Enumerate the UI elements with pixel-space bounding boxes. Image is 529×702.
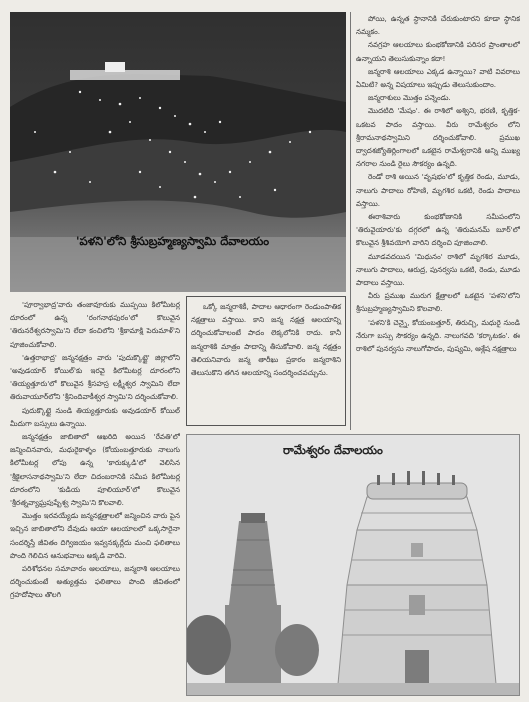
right-paragraph: నవగ్రహ ఆలయాలు కుంభకోణానికి పరిసర ప్రాంతాలలో ఉన్నాయని తెలుసుకున్నాం కదా!	[356, 40, 520, 63]
right-paragraph: మూడవదయిన 'మిధునం' రాశిలో మృగశిర మూడు, నాలుగు పాదాలు, ఆరుద్ర, పునర్వసు ఒకటి, రెండు, మూడు పాదాలు వస్తాయి.	[356, 251, 520, 288]
column-divider	[350, 12, 351, 430]
boxed-note-text: ఒక్కో జన్మరాశికీ, పాదాల ఆధారంగా రెండుంపాతిక నక్షత్రాలు వస్తాయి. కాని జన్మ నక్షత్ర ఆలయాన్ని దర్శించుకోవాలంటే పాదం లెక్కలోనికి రాదు. కానీ జన్మరాశికి మాత్రం పాదాన్ని తీసుకోవాలి. జన్మ నక్షత్రం తెలియనివారు జన్మ తారీఖు ప్రకారం జన్మరాశిని తెలుసుకొని తగిన ఆలయాన్ని సందర్శించవచ్చును.	[191, 302, 341, 378]
rameswaram-photo-caption: రామేశ్వరం దేవాలయం	[283, 443, 383, 457]
right-paragraph: పోయి, ఉన్నత స్థానానికి చేరుకుంటారని కూడా స్థానిక నమ్మకం.	[356, 14, 520, 37]
palani-photo-caption: 'పళని'లోని శ్రీసుబ్రహ్మణ్యస్వామి దేవాలయం	[76, 234, 270, 248]
rameswaram-temple-photo	[186, 434, 520, 696]
right-paragraph: మొదటిది 'మేషం'. ఈ రాశిలో అశ్విని, భరణి, కృత్తిక-ఒకటవ పాదం వస్తాయి. వీరు రామేశ్వరం లోని శ్రీరామనాథస్వామిని దర్శించుకోవాలి. ప్రముఖ ద్వాదశజ్యోతిర్లింగాలలో ఒకటైన రామేశ్వరానికి అన్ని ముఖ్య నగరాల నుండి రైలు సౌకర్యం ఉన్నది.	[356, 106, 520, 169]
left-paragraph: 'పూర్వాభాద్ర'వారు తంజావూరుకు ముప్పయి కిలోమీటర్ల దూరంలో ఉన్న 'రంగనాథపురం'లో కొలువైన 'తిరునరేశ్వరస్వామి'ని లేదా కంచిలోని 'శ్రీకామాక్షి పెరుమాళ్'ని పూజించుకోవాలి.	[10, 300, 180, 349]
palani-temple-photo	[10, 12, 346, 292]
left-text-column	[10, 298, 180, 696]
boxed-note	[186, 296, 346, 426]
right-paragraph: జన్మరాశి ఆలయాలు ఎక్కడ ఉన్నాయి? వాటి వివరాలు ఏమిటి? అన్న విషయాలు ఇప్పుడు తెలుసుకుందాం.	[356, 66, 520, 90]
left-paragraph: పరిశోధనల సమాచారం ఆలయాలు, జన్మరాశి ఆలయాలు దర్శించుకుంటే అత్యుత్తమ ఫలితాలు పొంది జీవితంలో గ్రహదోషాలు తొలగి	[10, 564, 180, 600]
right-paragraph: 'పళని'కి చెన్నై, కోయంబత్తూర్, తిరుచ్చి, మధురై నుండి నేరుగా బస్సు సౌకర్యం ఉన్నది. నాలుగవది 'కర్కాటకం'. ఈ రాశిలో పునర్వసు నాలుగోపాదం, పుష్యమి, ఆశ్లేష నక్షత్రాలు	[356, 317, 520, 354]
right-paragraph: వీరు ప్రముఖ మురుగ క్షేత్రాలలో ఒకటైన 'పళని'లోని శ్రీసుబ్రహ్మణ్యస్వామిని కొలవాలి.	[356, 291, 520, 314]
right-paragraph: జన్మరాశులు మొత్తం పన్నెండు.	[368, 93, 451, 103]
left-paragraph: మొత్తం ఇరవయ్యేడు జన్మనక్షత్రాలలో జన్మించిన వారు పైన ఇచ్చిన జాబితాలోని దేవుడు ఆయా ఆలయాలలో ఒక్కసారైనా సందర్శిస్తే జీవితం దిగ్విజయం ఇవ్వనక్కర్లేదు మంచి ఫలితాలు పొంది గెలిచిన ఆనుభవాలు అక్కడి వారివి.	[10, 511, 180, 560]
left-paragraph: పుదుక్కొట్టై నుండి తియ్యత్తూరుకు అవుడయార్ కోయిల్ మీదుగా బస్సులు ఉన్నాయి.	[10, 405, 180, 428]
left-paragraph: జన్మనక్షత్రం జాబితాలో ఆఖరిది అయిన 'రేవతి'లో జన్మించినవారు, మధురైకాళ్ళం (కోయంబత్తూరుకు నాలుగు కిలోమీటర్ల లోపు ఉన్న 'కారుక్కుడి'లో వెలిసిన 'శ్రీకైలాసనాథస్వామి'ని లేదా చిదంబరానికి సమీప కిలోమీటర్ల దూరంలోని 'కుడియ పూలియూర్'లో కొలువైన 'శ్రీరత్నవ్యాఘ్రపుష్పేశ్వ స్వామి'ని కొలవాలి.	[10, 432, 180, 508]
right-paragraph: రెండో రాశి అయిన 'వృషభం'లో కృత్తిక రెండు, మూడు, నాలుగు పాదాలు రోహిణి, మృగశిర ఒకటి, రెండు పాదాలు వస్తాయి.	[356, 172, 520, 208]
left-paragraph: 'ఉత్తరాభాద్ర' జన్మనక్షత్రం వారు 'పుదుక్కొట్టై' జిల్లాలోని 'అవుడయార్ కోయిల్'కు ఇరవై కిలోమీటర్ల దూరంలోని 'తియ్యత్తూరు'లో కొలువైన శ్రీసహస్ర లక్ష్మీశ్వర స్వామిని లేదా తిరువాయూర్‌లోని 'శ్రీనిందివాకీశ్వర స్వామి'ని దర్శించుకోవాలి.	[10, 352, 180, 402]
right-text-column	[356, 12, 520, 430]
right-paragraph: ఈరాశివారు కుంభకోణానికి సమీపంలోని 'తిరువైయారు'కు దగ్గరలో ఉన్న 'తిరుమనమ్ బూర్'లో కొలువైన శ్రీశివయోగి వారిని దర్శించి పూజించాలి.	[356, 212, 520, 248]
rameswaram-gopuram-illustration	[187, 435, 519, 695]
